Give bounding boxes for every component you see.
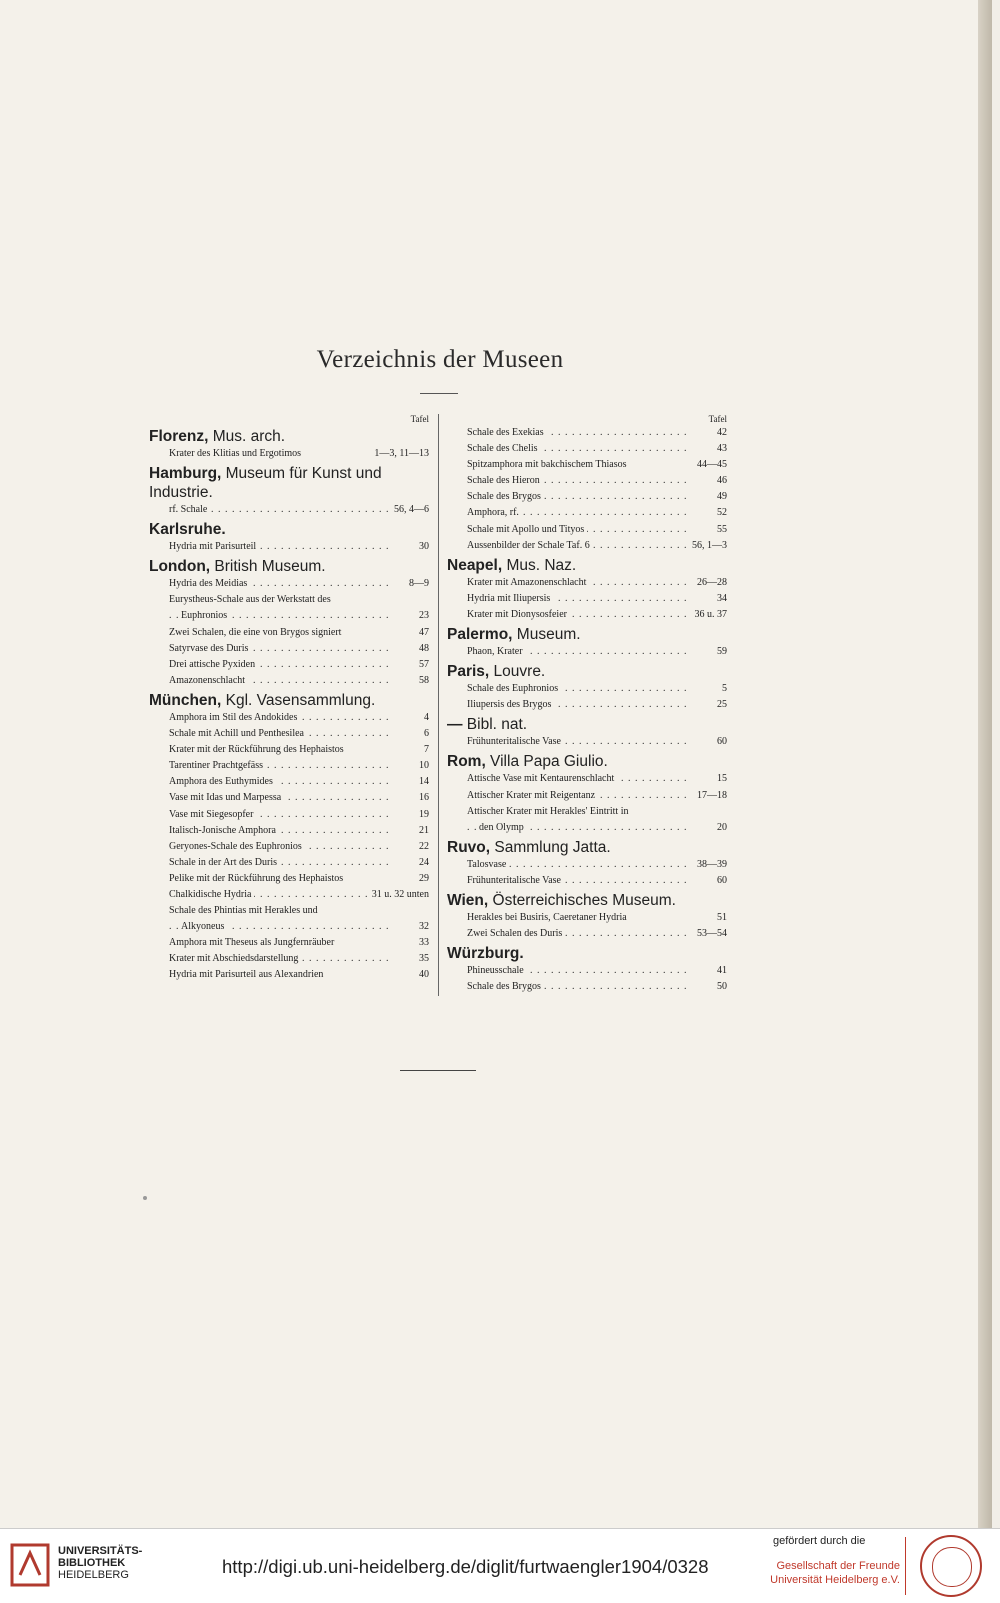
- list-item: [447, 788, 727, 804]
- left-column: [149, 413, 429, 984]
- list-item: [447, 963, 727, 979]
- plate-number: 43: [713, 441, 727, 457]
- footer-divider: [905, 1537, 906, 1595]
- list-item: [149, 887, 429, 903]
- city-name: London,: [149, 558, 211, 576]
- list-item: [447, 681, 727, 697]
- vase-title: Alkyoneus: [181, 921, 227, 932]
- list-item: [149, 807, 429, 823]
- plate-number: 36 u. 37: [691, 607, 728, 623]
- plate-number: 23: [415, 608, 429, 624]
- scan-speck: [143, 1196, 147, 1200]
- museum-name: Mus. arch.: [208, 428, 286, 445]
- plate-number: 10: [415, 758, 429, 774]
- city-name: Karlsruhe.: [149, 521, 226, 539]
- plate-number: 59: [713, 644, 727, 660]
- city-name: Neapel,: [447, 556, 503, 574]
- vase-title: Drei attische Pyxiden: [169, 659, 258, 670]
- list-item: [149, 576, 429, 592]
- plate-number: 56, 4—6: [390, 502, 429, 518]
- vase-title: Amazonenschlacht: [169, 675, 248, 686]
- plate-number: 19: [415, 807, 429, 823]
- plate-number: 38—39: [693, 857, 727, 873]
- vase-title: Schale des Euphronios: [467, 683, 561, 694]
- museum-heading: [149, 464, 429, 502]
- vase-title: Phineusschale: [467, 965, 527, 976]
- vase-title: Satyrvase des Duris: [169, 643, 251, 654]
- vase-title: Schale in der Art des Duris: [169, 857, 280, 868]
- museum-heading: [447, 838, 727, 857]
- museum-name: Österreichisches Museum.: [488, 891, 676, 909]
- list-item: [149, 871, 429, 887]
- tafel-header-right: Tafel: [708, 414, 727, 424]
- plate-number: 55: [713, 522, 727, 538]
- vase-title: Krater des Klitias und Ergotimos: [169, 448, 304, 459]
- plate-number: 32: [415, 919, 429, 935]
- university-seal-icon: [920, 1535, 982, 1597]
- museum-heading: [447, 891, 727, 910]
- plate-number: 60: [713, 873, 727, 889]
- list-item: [447, 910, 727, 926]
- vase-title: Attischer Krater mit Reigentanz: [467, 790, 598, 801]
- vase-title: rf. Schale: [169, 504, 210, 515]
- vase-title: Aussenbilder der Schale Taf. 6: [467, 540, 593, 551]
- vase-title: Krater mit der Rückführung des Hephaistos: [169, 744, 347, 755]
- plate-number: 4: [420, 710, 429, 726]
- list-item: [149, 935, 429, 951]
- list-item: [447, 505, 727, 521]
- museum-heading: [447, 715, 727, 734]
- museum-name: Bibl. nat.: [462, 716, 528, 734]
- museum-name: Museum für Kunst und Industrie.: [149, 465, 382, 502]
- plate-number: 44—45: [693, 457, 727, 473]
- list-item: [149, 673, 429, 689]
- vase-title: Amphora im Stil des Andokides: [169, 712, 300, 723]
- city-name: Florenz,: [149, 428, 209, 445]
- vase-title: Hydria des Meidias: [169, 578, 250, 589]
- library-name-line3: HEIDELBERG: [58, 1569, 129, 1581]
- plate-number: 34: [713, 591, 727, 607]
- museum-name: Sammlung Jatta.: [490, 838, 611, 856]
- list-item: [447, 575, 727, 591]
- city-name: Paris,: [447, 663, 490, 681]
- list-item: [447, 473, 727, 489]
- plate-number: 17—18: [693, 788, 727, 804]
- vase-title: Attischer Krater mit Herakles' Eintritt in: [467, 806, 631, 817]
- museum-heading: [447, 625, 727, 644]
- vase-title: Schale des Hieron: [467, 475, 543, 486]
- vase-title: Schale des Exekias: [467, 427, 547, 438]
- plate-number: 16: [415, 790, 429, 806]
- plate-number: 31 u. 32 unten: [368, 887, 429, 903]
- city-name: —: [447, 716, 463, 734]
- list-item: [447, 457, 727, 473]
- list-item: [447, 873, 727, 889]
- vase-title: Amphora mit Theseus als Jungfernräuber: [169, 937, 337, 948]
- list-item: [447, 591, 727, 607]
- city-name: München,: [149, 691, 222, 709]
- city-name: Ruvo,: [447, 838, 491, 856]
- museum-name: Mus. Naz.: [502, 556, 577, 574]
- vase-title: Iliupersis des Brygos: [467, 699, 554, 710]
- vase-title: Chalkidische Hydria: [169, 889, 254, 900]
- vase-title: Italisch-Jonische Amphora: [169, 825, 279, 836]
- library-name-line1: UNIVERSITÄTS-: [58, 1545, 143, 1557]
- column-divider: [438, 414, 439, 996]
- plate-number: 22: [415, 839, 429, 855]
- footer-bar: [0, 1528, 1000, 1603]
- plate-number: 49: [713, 489, 727, 505]
- plate-number: 6: [420, 726, 429, 742]
- plate-number: 42: [713, 425, 727, 441]
- plate-number: 35: [415, 951, 429, 967]
- list-item: [149, 967, 429, 983]
- plate-number: 15: [713, 771, 727, 787]
- museum-heading: [447, 752, 727, 771]
- list-item: [149, 919, 429, 935]
- list-item: [149, 903, 429, 919]
- plate-number: 41: [713, 963, 727, 979]
- vase-title: Vase mit Siegesopfer: [169, 809, 256, 820]
- vase-title: Hydria mit Parisurteil: [169, 541, 259, 552]
- museum-heading: [447, 944, 727, 963]
- list-item: [447, 644, 727, 660]
- page-edge: [978, 0, 992, 1528]
- plate-number: 52: [713, 505, 727, 521]
- title-rule: [420, 393, 458, 394]
- vase-title: Attische Vase mit Kentaurenschlacht: [467, 773, 617, 784]
- list-item: [447, 804, 727, 820]
- museum-name: British Museum.: [210, 558, 326, 576]
- plate-number: 58: [415, 673, 429, 689]
- vase-title: Geryones-Schale des Euphronios: [169, 841, 305, 852]
- vase-title: Schale mit Achill und Penthesilea: [169, 728, 307, 739]
- right-column: [447, 413, 727, 995]
- list-item: [447, 771, 727, 787]
- list-item: [149, 758, 429, 774]
- permalink-url[interactable]: http://digi.ub.uni-heidelberg.de/diglit/furtwaengler1904/0328: [222, 1556, 709, 1577]
- vase-title: Herakles bei Busiris, Caeretaner Hydria: [467, 912, 630, 923]
- society-name: [770, 1559, 900, 1587]
- list-item: [149, 625, 429, 641]
- plate-number: 51: [713, 910, 727, 926]
- list-item: [149, 951, 429, 967]
- city-name: Rom,: [447, 753, 486, 771]
- plate-number: 33: [415, 935, 429, 951]
- vase-title: Krater mit Abschiedsdarstellung: [169, 953, 301, 964]
- vase-title: Hydria mit Parisurteil aus Alexandrien: [169, 969, 326, 980]
- vase-title: Schale des Brygos: [467, 981, 544, 992]
- vase-title: Hydria mit Iliupersis: [467, 593, 553, 604]
- vase-title: den Olymp: [479, 822, 527, 833]
- museum-name: Villa Papa Giulio.: [485, 753, 608, 771]
- vase-title: Schale mit Apollo und Tityos: [467, 524, 587, 535]
- city-name: Wien,: [447, 891, 489, 909]
- museum-heading: [149, 557, 429, 576]
- plate-number: 7: [420, 742, 429, 758]
- city-name: Würzburg.: [447, 945, 524, 963]
- list-item: [447, 607, 727, 623]
- museum-name: Louvre.: [489, 663, 546, 681]
- plate-number: 25: [713, 697, 727, 713]
- museum-heading: [447, 662, 727, 681]
- plate-number: 40: [415, 967, 429, 983]
- plate-number: 57: [415, 657, 429, 673]
- plate-number: 20: [713, 820, 727, 836]
- plate-number: 60: [713, 734, 727, 750]
- list-item: [447, 820, 727, 836]
- plate-number: 53—54: [693, 926, 727, 942]
- vase-title: Euphronios: [181, 610, 230, 621]
- list-item: [149, 742, 429, 758]
- city-name: Hamburg,: [149, 465, 222, 483]
- list-item: [447, 857, 727, 873]
- vase-title: Vase mit Idas und Marpessa: [169, 792, 284, 803]
- list-item: [149, 657, 429, 673]
- plate-number: 1—3, 11—13: [370, 446, 429, 462]
- list-item: [149, 710, 429, 726]
- vase-title: Schale des Phintias mit Herakles und: [169, 905, 321, 916]
- funded-by-label: gefördert durch die: [773, 1535, 866, 1547]
- plate-number: 5: [718, 681, 727, 697]
- vase-title: Amphora, rf.: [467, 507, 522, 518]
- list-item: [149, 592, 429, 608]
- vase-title: Frühunteritalische Vase: [467, 736, 564, 747]
- plate-number: 8—9: [405, 576, 429, 592]
- list-item: [149, 641, 429, 657]
- library-name: [58, 1545, 142, 1581]
- city-name: Palermo,: [447, 626, 513, 644]
- list-item: [149, 774, 429, 790]
- vase-title: Eurystheus-Schale aus der Werkstatt des: [169, 594, 334, 605]
- vase-title: Frühunteritalische Vase: [467, 875, 564, 886]
- museum-name: Kgl. Vasensammlung.: [221, 691, 376, 709]
- list-item: [149, 726, 429, 742]
- plate-number: 46: [713, 473, 727, 489]
- list-item: [149, 790, 429, 806]
- vase-title: Tarentiner Prachtgefäss: [169, 760, 266, 771]
- list-item: [447, 522, 727, 538]
- list-item: [149, 855, 429, 871]
- vase-title: Schale des Chelis: [467, 443, 541, 454]
- list-item: [447, 538, 727, 554]
- list-item: [447, 697, 727, 713]
- list-item: [149, 823, 429, 839]
- left-museum-list: [149, 427, 429, 984]
- museum-heading: [447, 556, 727, 575]
- right-museum-list: [447, 425, 727, 995]
- bottom-rule: [400, 1070, 476, 1071]
- vase-title: Schale des Brygos: [467, 491, 544, 502]
- list-item: [447, 425, 727, 441]
- list-item: [149, 608, 429, 624]
- library-logo-icon: [10, 1543, 50, 1587]
- plate-number: 48: [415, 641, 429, 657]
- plate-number: 26—28: [693, 575, 727, 591]
- list-item: [149, 502, 429, 518]
- list-item: [447, 489, 727, 505]
- vase-title: Phaon, Krater: [467, 646, 526, 657]
- plate-number: 56, 1—3: [688, 538, 727, 554]
- plate-number: 29: [415, 871, 429, 887]
- vase-title: Spitzamphora mit bakchischem Thiasos: [467, 459, 630, 470]
- tafel-header-left: Tafel: [410, 414, 429, 424]
- plate-number: 21: [415, 823, 429, 839]
- library-name-line2: BIBLIOTHEK: [58, 1557, 126, 1569]
- society-line2: Universität Heidelberg e.V.: [770, 1574, 900, 1586]
- plate-number: 50: [713, 979, 727, 995]
- list-item: [447, 734, 727, 750]
- vase-title: Zwei Schalen, die eine von Brygos signiert: [169, 627, 344, 638]
- vase-title: Krater mit Dionysosfeier: [467, 609, 570, 620]
- museum-heading: [149, 427, 429, 446]
- list-item: [447, 979, 727, 995]
- society-line1: Gesellschaft der Freunde: [776, 1560, 900, 1572]
- museum-heading: [149, 520, 429, 539]
- vase-title: Amphora des Euthymides: [169, 776, 276, 787]
- vase-title: Krater mit Amazonenschlacht: [467, 577, 589, 588]
- plate-number: 30: [415, 539, 429, 555]
- vase-title: Talosvase: [467, 859, 509, 870]
- list-item: [149, 539, 429, 555]
- plate-number: 47: [415, 625, 429, 641]
- plate-number: 14: [415, 774, 429, 790]
- page-title: Verzeichnis der Museen: [316, 346, 564, 373]
- museum-name: Museum.: [512, 626, 581, 644]
- list-item: [149, 446, 429, 462]
- list-item: [447, 441, 727, 457]
- museum-heading: [149, 691, 429, 710]
- vase-title: Pelike mit der Rückführung des Hephaistos: [169, 873, 346, 884]
- list-item: [447, 926, 727, 942]
- vase-title: Zwei Schalen des Duris: [467, 928, 565, 939]
- list-item: [149, 839, 429, 855]
- plate-number: 24: [415, 855, 429, 871]
